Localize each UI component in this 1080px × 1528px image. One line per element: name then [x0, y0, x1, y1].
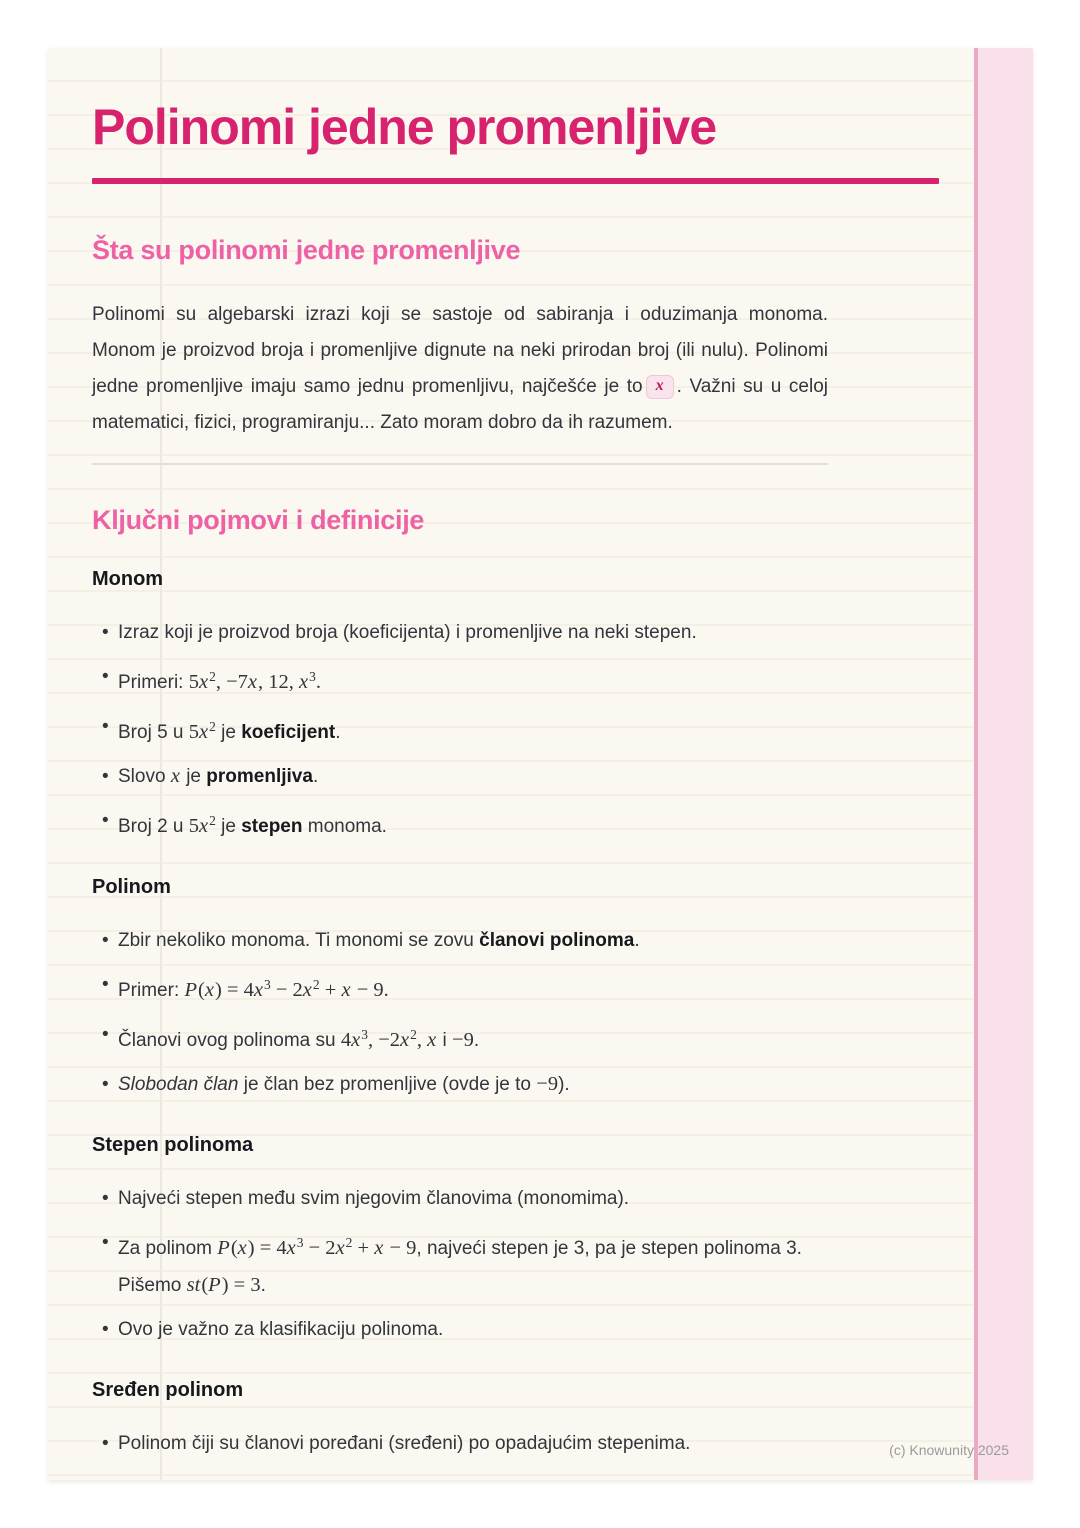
list-item [118, 1066, 828, 1103]
text-segment: , −7 [215, 671, 248, 693]
text-segment: x [302, 979, 312, 1001]
text-segment: x [199, 815, 209, 837]
inline-code-badge: x [646, 375, 674, 399]
list-item [118, 758, 828, 795]
note-card [48, 48, 1033, 1480]
text-segment: ) [247, 1237, 255, 1259]
text-segment: st [186, 1274, 201, 1296]
text-segment: Za polinom [118, 1238, 218, 1259]
text-segment: je [180, 766, 207, 787]
text-segment: x [351, 1029, 361, 1051]
text-segment: x [198, 671, 209, 693]
text-segment: x [374, 1237, 384, 1259]
text-segment: x [199, 721, 209, 743]
text-segment: . [634, 930, 640, 951]
text-segment: Slobodan član [118, 1074, 239, 1095]
list-item [118, 922, 828, 959]
text-segment: + [352, 1237, 375, 1259]
section-heading-intro: Šta su polinomi jedne promenljive [92, 235, 521, 265]
text-segment: 5 [188, 671, 199, 693]
text-segment: ( [230, 1237, 238, 1259]
text-segment: −9 [452, 1029, 474, 1051]
text-segment: 4 [340, 1029, 352, 1051]
text-segment: x [335, 1237, 345, 1259]
text-segment: x [237, 1237, 247, 1259]
list-item [118, 658, 828, 701]
text-segment: stepen [241, 816, 303, 837]
text-segment: P [208, 1274, 221, 1296]
list-item [118, 708, 828, 751]
text-segment: −2 [378, 1029, 401, 1051]
text-segment: Najveći stepen među svim njegovim članovima (monomima). [118, 1188, 630, 1209]
bullet-list-sredjen-polinom [92, 1425, 828, 1462]
text-segment: ). [558, 1074, 570, 1095]
text-segment: . Važni su u celoj matematici, fizici, programiranju... Zato moram dobro da ih razumem. [92, 376, 828, 433]
text-segment: Broj 2 u [118, 816, 189, 837]
text-segment: x [427, 1029, 437, 1051]
section-divider [92, 463, 828, 465]
text-segment: + [319, 979, 342, 1001]
text-segment: − 9 [351, 979, 384, 1001]
text-segment: . [473, 1030, 480, 1051]
text-segment: Primeri: [118, 672, 189, 693]
text-segment: − 9 [384, 1237, 417, 1259]
text-segment: Članovi ovog polinoma su [118, 1030, 341, 1051]
bullet-list-monom [92, 614, 828, 845]
text-segment: . [335, 722, 341, 743]
text-segment: . [315, 671, 321, 693]
subsection-heading-sredjen-polinom: Sređen polinom [92, 1379, 244, 1401]
text-segment: −9 [536, 1073, 559, 1095]
text-segment: ) [214, 979, 222, 1001]
list-item [118, 1425, 828, 1462]
text-segment: 2 [209, 719, 216, 734]
text-segment: 3 [263, 977, 271, 992]
text-segment: x [299, 671, 309, 693]
list-item [118, 614, 828, 651]
text-segment: . [260, 1275, 266, 1296]
text-segment: članovi polinoma [479, 930, 635, 951]
text-segment: 2 [345, 1235, 353, 1250]
text-segment: x [400, 1029, 410, 1051]
section-heading-definitions: Ključni pojmovi i definicije [92, 505, 425, 535]
text-segment: x [247, 671, 258, 693]
list-item [118, 1180, 828, 1217]
text-segment: Ovo je važno za klasifikaciju polinoma. [118, 1319, 444, 1340]
text-segment: i [437, 1030, 453, 1051]
text-segment: x [341, 979, 351, 1001]
text-segment: je [215, 722, 242, 743]
text-segment: x [204, 979, 214, 1001]
footer-credit: (c) Knowunity 2025 [889, 1442, 1009, 1458]
list-item [118, 1311, 828, 1348]
text-segment: monoma. [302, 816, 387, 837]
text-segment: − 2 [303, 1237, 336, 1259]
text-segment: Slovo [118, 766, 171, 787]
subsection-heading-monom: Monom [92, 568, 164, 590]
text-segment: Zbir nekoliko monoma. Ti monomi se zovu [118, 930, 480, 951]
text-segment: je [215, 816, 242, 837]
text-segment: x [253, 979, 263, 1001]
text-segment: x [286, 1237, 296, 1259]
text-segment: , [416, 1029, 428, 1051]
text-segment: Polinom čiji su članovi poređani (sređeni) po opadajućim stepenima. [118, 1433, 691, 1454]
text-segment: koeficijent [241, 722, 336, 743]
text-segment: Primer: [118, 980, 185, 1001]
list-item [118, 966, 828, 1009]
text-segment: 3 [309, 669, 316, 684]
subsection-heading-stepen-polinoma: Stepen polinoma [92, 1134, 254, 1156]
bullet-list-polinom [92, 922, 828, 1103]
text-segment: promenljiva [206, 766, 313, 787]
text-segment: ( [201, 1274, 209, 1296]
text-segment: = 4 [221, 979, 254, 1001]
text-segment: = 4 [254, 1237, 287, 1259]
note-content [48, 100, 1033, 1462]
text-segment: x [170, 765, 180, 787]
text-segment: ( [198, 979, 205, 1001]
text-segment: = 3 [228, 1274, 261, 1296]
bullet-list-stepen-polinoma [92, 1180, 828, 1348]
text-segment: 2 [209, 813, 216, 828]
page-title: Polinomi jedne promenljive [92, 99, 717, 155]
text-segment: , najveći stepen je 3, pa je stepen polinoma 3. Pišemo [118, 1238, 802, 1296]
text-segment: 3 [296, 1235, 304, 1250]
text-segment: 2 [410, 1027, 417, 1042]
text-segment: je član bez promenljive (ovde je to [238, 1074, 537, 1095]
text-segment: Izraz koji je proizvod broja (koeficijenta) i promenljive na neki stepen. [118, 622, 697, 643]
text-segment: , [367, 1029, 379, 1051]
text-segment: . [312, 766, 319, 787]
text-segment: 2 [312, 977, 320, 992]
title-underline [92, 178, 939, 184]
subsection-heading-polinom: Polinom [92, 876, 171, 898]
text-segment: 5 [188, 815, 200, 837]
text-segment: ) [221, 1274, 229, 1296]
text-segment: 2 [209, 669, 216, 684]
list-item [118, 1016, 828, 1059]
text-segment: . [383, 979, 389, 1001]
list-item [118, 802, 828, 845]
list-item [118, 1224, 828, 1304]
text-segment: Polinomi su algebarski izrazi koji se sastoje od sabiranja i oduzimanja monoma. Monom je proizvod broja i promenljive dignute na neki prirodan broj (ili nulu). Polinomi jedne promenljive imaju samo jednu promenljivu, najčešće je to [92, 304, 828, 397]
text-segment: 5 [188, 721, 200, 743]
text-segment: 3 [361, 1027, 368, 1042]
text-segment: − 2 [270, 979, 303, 1001]
intro-paragraph [92, 297, 828, 441]
text-segment: P [184, 979, 198, 1001]
text-segment: , 12, [258, 671, 300, 693]
text-segment: Broj 5 u [118, 722, 189, 743]
text-segment: P [217, 1237, 230, 1259]
